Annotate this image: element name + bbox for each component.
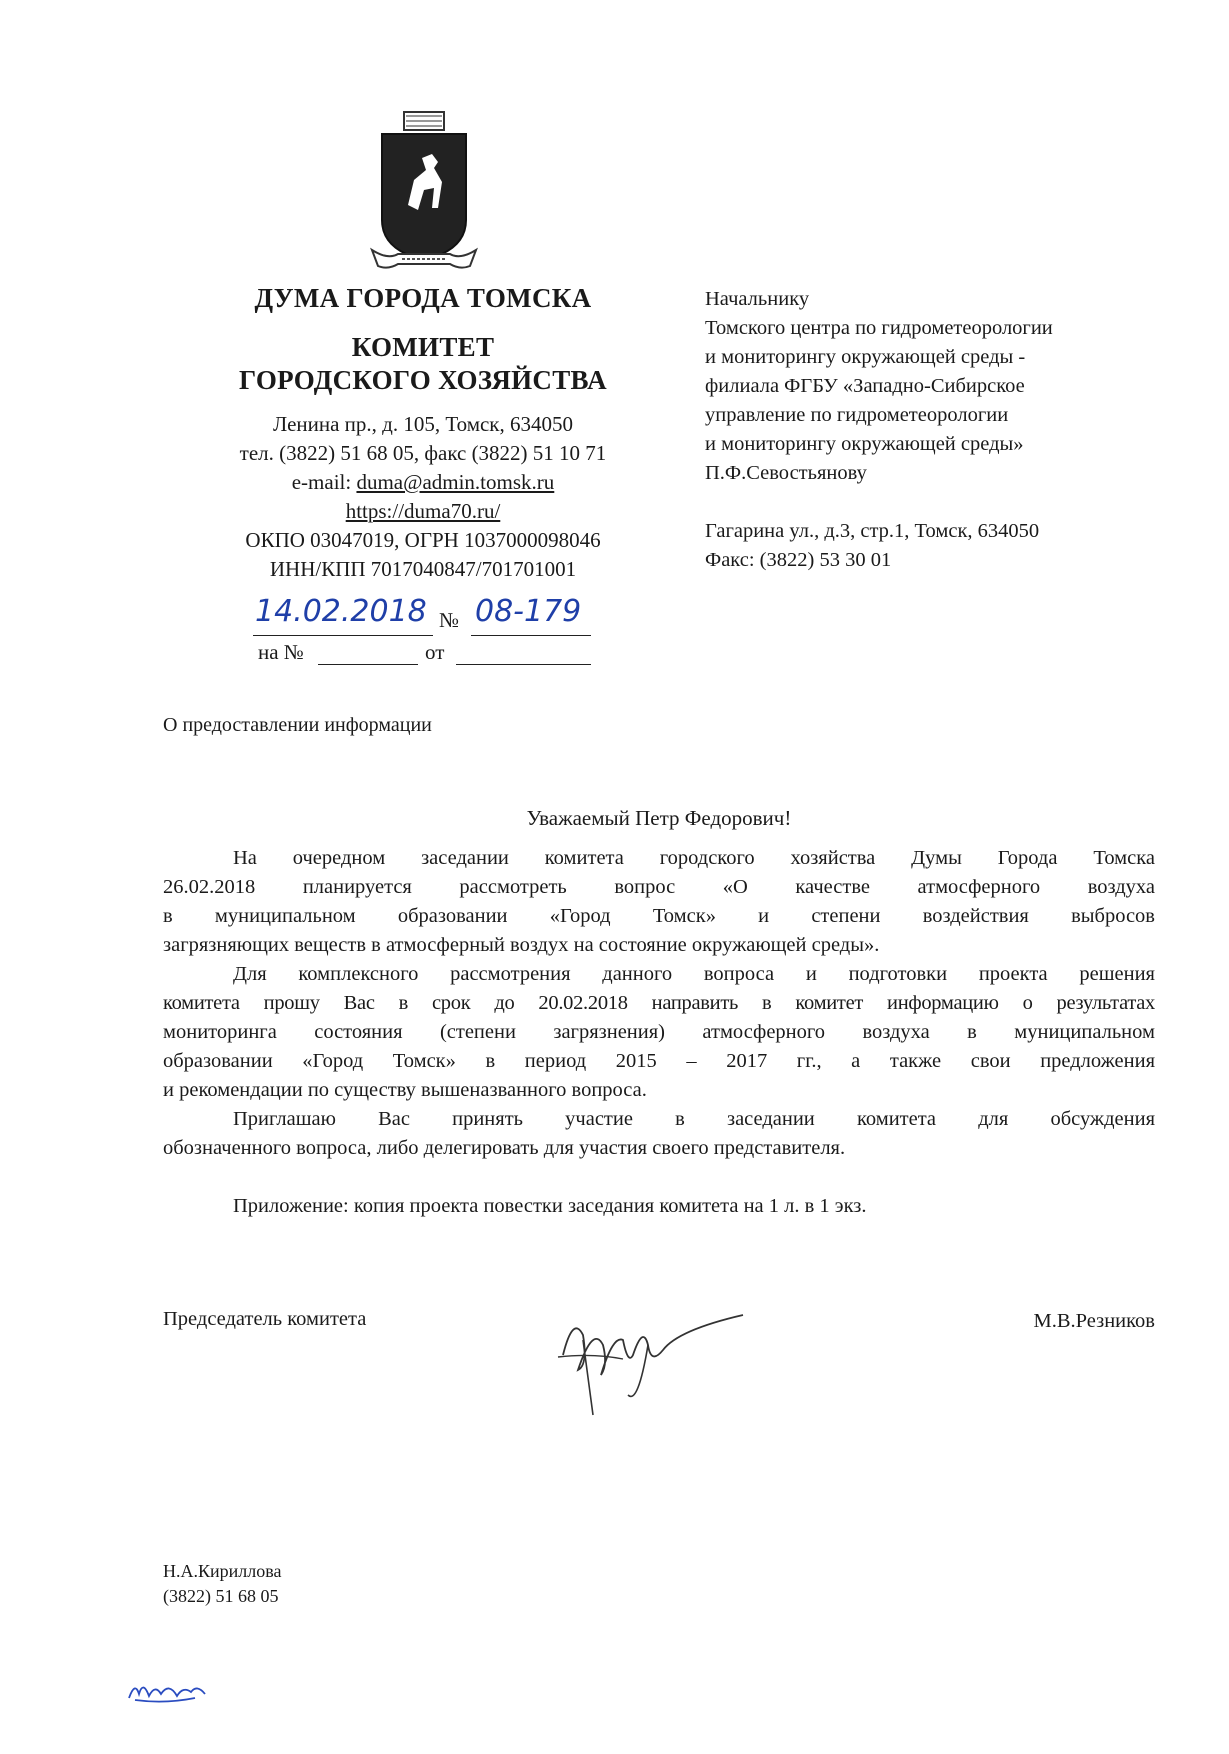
body-line: в муниципальном образовании «Город Томск» и степени воздействия выбросов bbox=[163, 905, 1155, 927]
body-line: мониторинга состояния (степени загрязнения) атмосферного воздуха в муниципальном bbox=[163, 1021, 1155, 1043]
email-label: e-mail: bbox=[291, 470, 357, 494]
recipient-line: филиала ФГБУ «Западно-Сибирское bbox=[705, 375, 1025, 397]
recipient-fax: Факс: (3822) 53 30 01 bbox=[705, 549, 892, 571]
sender-address: Ленина пр., д. 105, Томск, 634050 bbox=[272, 412, 574, 436]
body-line: и рекомендации по существу вышеназванного вопроса. bbox=[163, 1079, 647, 1101]
executor-name: Н.А.Кириллова bbox=[163, 1561, 282, 1581]
from-label: от bbox=[425, 640, 445, 664]
attachment-note: Приложение: копия проекта повестки заседания комитета на 1 л. в 1 экз. bbox=[233, 1195, 867, 1217]
recipient-line: Начальнику bbox=[705, 288, 810, 310]
registration-date: 14.02.2018 bbox=[255, 594, 427, 629]
salutation: Уважаемый Петр Федорович! bbox=[526, 806, 792, 830]
city-coat-of-arms-emblem bbox=[368, 110, 480, 275]
body-line: образовании «Город Томск» в период 2015 – 2017 гг., а также свои предложения bbox=[163, 1050, 1155, 1072]
recipient-name: П.Ф.Севостьянову bbox=[705, 462, 867, 484]
initials-signature bbox=[125, 1676, 215, 1711]
recipient-line: Томского центра по гидрометеорологии bbox=[705, 317, 1053, 339]
recipient-line: и мониторингу окружающей среды» bbox=[705, 433, 1024, 455]
executor-phone: (3822) 51 68 05 bbox=[163, 1586, 279, 1606]
committee-name-line2: ГОРОДСКОГО ХОЗЯЙСТВА bbox=[239, 365, 607, 395]
reply-to-number-label: на № bbox=[258, 640, 304, 664]
signatory-name: М.В.Резников bbox=[1033, 1310, 1155, 1332]
letter-subject: О предоставлении информации bbox=[163, 714, 432, 736]
organization-name: ДУМА ГОРОДА ТОМСКА bbox=[254, 283, 592, 313]
sender-phone: тел. (3822) 51 68 05, факс (3822) 51 10 71 bbox=[239, 441, 607, 465]
signatory-position: Председатель комитета bbox=[163, 1308, 367, 1330]
body-line: комитета прошу Вас в срок до 20.02.2018 направить в комитет информацию о результатах bbox=[163, 992, 1155, 1014]
recipient-block bbox=[705, 285, 1053, 575]
email-link[interactable]: duma@admin.tomsk.ru bbox=[356, 470, 555, 494]
sender-inn: ИНН/КПП 7017040847/701701001 bbox=[269, 557, 577, 581]
handwritten-signature bbox=[553, 1295, 753, 1430]
recipient-line: управление по гидрометеорологии bbox=[705, 404, 1009, 426]
sender-email-line bbox=[163, 470, 683, 495]
body-line: загрязняющих веществ в атмосферный воздух на состояние окружающей среды». bbox=[163, 934, 880, 956]
recipient-address: Гагарина ул., д.3, стр.1, Томск, 634050 bbox=[705, 520, 1040, 542]
sender-website bbox=[163, 499, 683, 524]
body-line: 26.02.2018 планируется рассмотреть вопрос «О качестве атмосферного воздуха bbox=[163, 876, 1155, 898]
registration-block bbox=[253, 594, 593, 668]
website-link[interactable]: https://duma70.ru/ bbox=[345, 499, 501, 523]
committee-name-line1: КОМИТЕТ bbox=[351, 332, 495, 362]
registration-number: 08-179 bbox=[475, 594, 582, 629]
number-label: № bbox=[439, 608, 460, 632]
body-line: Приглашаю Вас принять участие в заседании комитета для обсуждения bbox=[233, 1108, 1155, 1130]
body-line: На очередном заседании комитета городского хозяйства Думы Города Томска bbox=[233, 847, 1155, 869]
recipient-line: и мониторингу окружающей среды - bbox=[705, 346, 1026, 368]
sender-okpo: ОКПО 03047019, ОГРН 1037000098046 bbox=[245, 528, 601, 552]
body-line: обозначенного вопроса, либо делегировать для участия своего представителя. bbox=[163, 1137, 846, 1159]
body-line: Для комплексного рассмотрения данного вопроса и подготовки проекта решения bbox=[233, 963, 1155, 985]
